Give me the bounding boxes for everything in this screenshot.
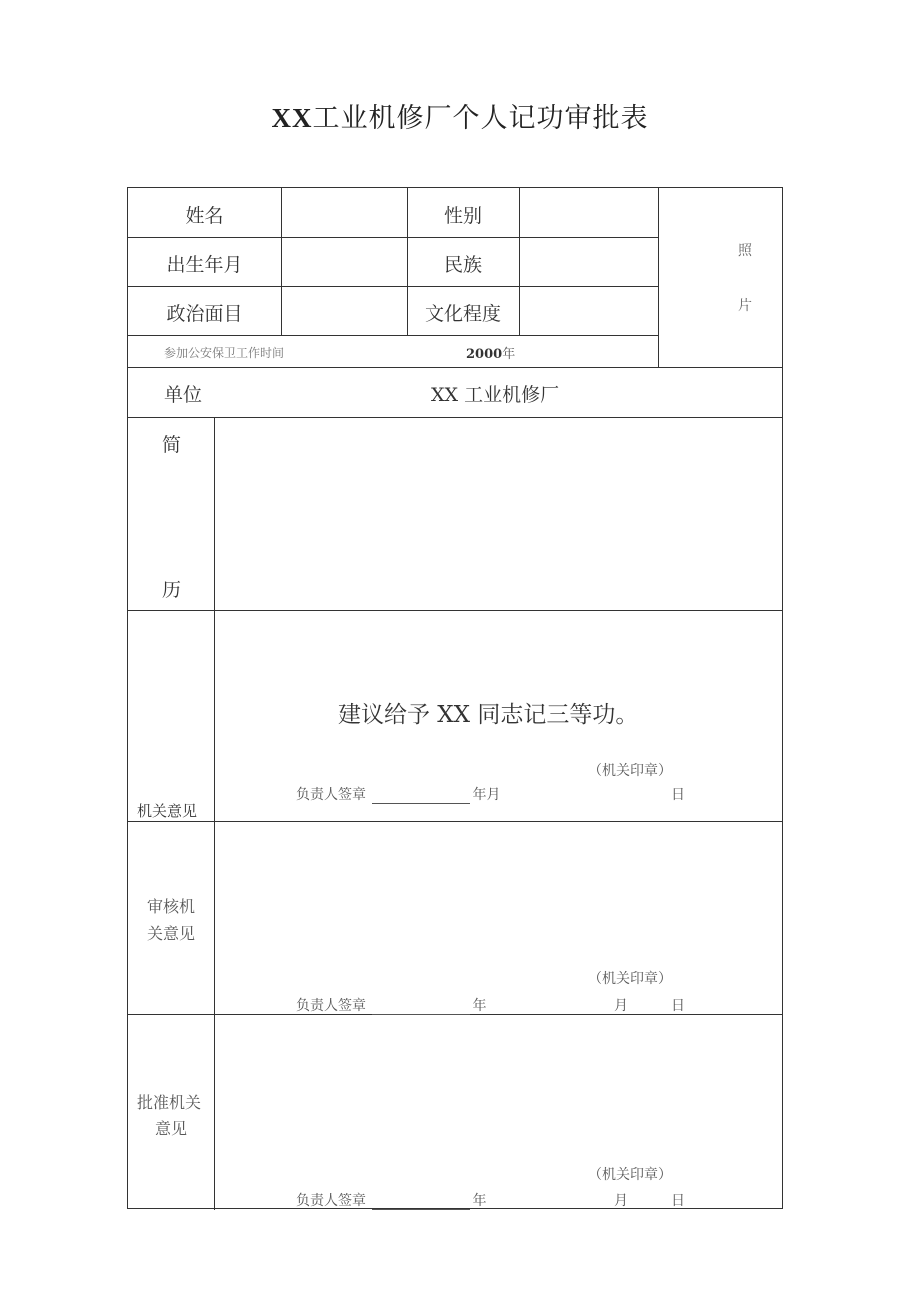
signature-line-1: 负责人签章 年月 (296, 787, 501, 803)
recommendation-text: 建议给予 XX 同志记三等功。 (338, 702, 639, 728)
join-time-value: 2000年 (466, 347, 516, 362)
review-opinion-label-2: 关意见 (147, 924, 196, 943)
education-label: 文化程度 (424, 303, 501, 325)
month-label-3: 月 (614, 1193, 628, 1209)
seal-label-1: （机关印章） (588, 763, 672, 779)
approval-form (127, 187, 783, 1209)
name-label: 姓名 (185, 205, 224, 227)
resume-label-2: 历 (162, 579, 182, 601)
month-label-2: 月 (614, 998, 628, 1014)
day-label-1: 日 (671, 787, 685, 803)
signature-line-3: 负责人签章 年 (296, 1193, 487, 1209)
birth-label: 出生年月 (166, 254, 243, 276)
unit-label: 单位 (164, 384, 203, 406)
gender-label: 性别 (443, 205, 482, 227)
photo-label-1: 照 (738, 243, 752, 259)
approve-opinion-label-1: 批准机关 (137, 1093, 202, 1112)
political-label: 政治面目 (166, 303, 243, 325)
approve-opinion-label-2: 意见 (155, 1119, 188, 1138)
join-time-label: 参加公安保卫工作时间 (164, 346, 285, 360)
seal-label-2: （机关印章） (588, 971, 672, 987)
review-opinion-label-1: 审核机 (147, 897, 196, 916)
signature-line-2: 负责人签章 年 (296, 998, 487, 1014)
photo-label-2: 片 (738, 298, 752, 314)
seal-label-3: （机关印章） (588, 1167, 672, 1183)
day-label-2: 日 (671, 998, 685, 1014)
resume-label-1: 简 (162, 434, 182, 456)
unit-value: XX 工业机修厂 (431, 384, 560, 406)
day-label-3: 日 (671, 1193, 685, 1209)
form-title: XX工业机修厂个人记功审批表 (271, 103, 649, 134)
ethnicity-label: 民族 (443, 254, 482, 276)
org-opinion-label: 机关意见 (137, 802, 198, 820)
